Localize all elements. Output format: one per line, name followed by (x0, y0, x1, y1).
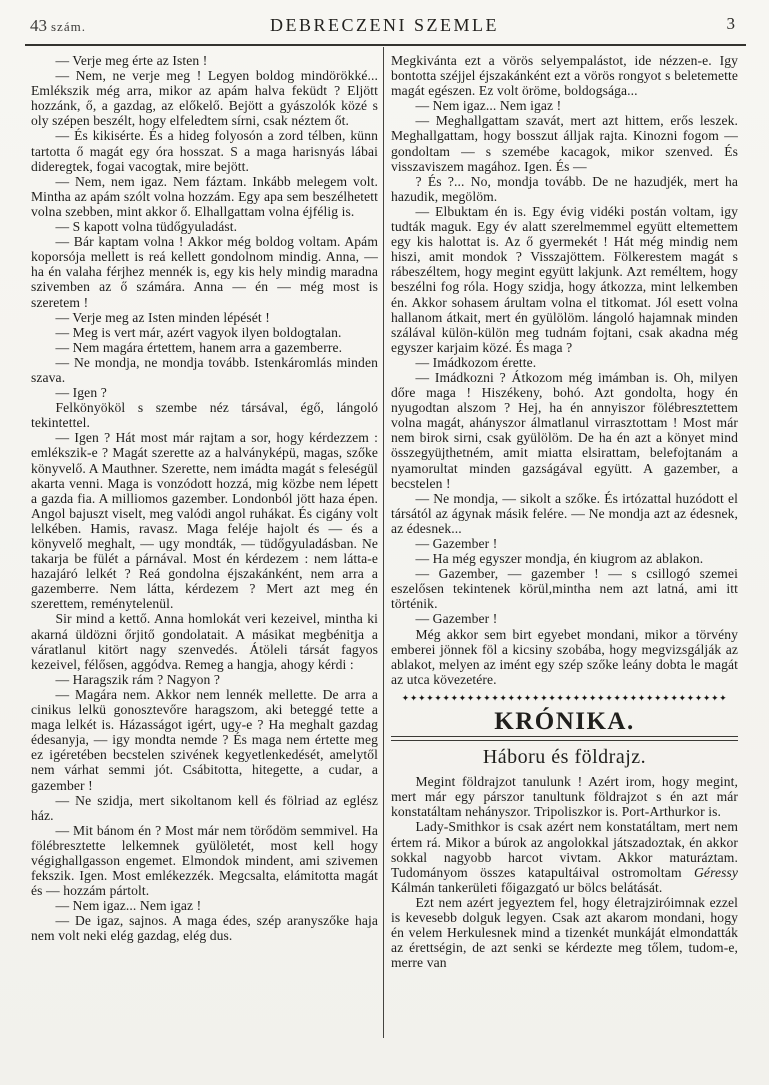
section-heading-rule (391, 736, 738, 741)
story-paragraph: — Nem igaz... Nem igaz ! (415, 98, 562, 114)
story-paragraph: — Verje meg az Isten minden lépését ! (55, 309, 270, 325)
story-paragraph: — Elbuktam én is. Egy évig vidéki postán voltam, igy tudták maguk. Egy év alatt szerelmemmel együtt eltemettem egy kis halottat is. Az ő gyermekét ! Hát még mindig nem hiszi, amit mondok ? Visszajöttem. Fölkerestem magát s rábeszéltem, hogy megint együtt lakjunk. Azt reméltem, hogy beszélni fog róla. Hogy szidja, hogy átkozza, mint lelkemben én. Akkor sohasem árultam volna el titkomat. Jól esett volna hallanom átkait, mert én gyülölöm. lángoló hajamnak minden szálával külön-külön meg tudnám fojtani, csak akadna még egyszer karjaim közé. És maga ? (391, 203, 738, 355)
left-column (31, 53, 378, 944)
article-paragraph: Ezt nem azért jegyeztem fel, hogy életrajziróimnak ezzel is kevesebb dolguk legyen. Csak azt akarom mondani, hogy én velem Herkulesnek mind a tizenkét munkáját elmondatták az érettségin, de azt senki se kérdezte meg tőlem, tudom-e, merre van (391, 894, 738, 971)
story-paragraph: — Magára nem. Akkor nem lennék mellette. De arra a cinikus lelkü gonosztevőre haragszom, aki beteggé tette a maga lelkét is. Házasságot igért, ugy-e ? Ha meghalt gazdag édesanyja, — igy mondta nemde ? És maga nem értette meg ez igéretében becstelen szivének kegyetlenkedését, amelytől nem várhat semmi jót. Csábitotta, hitegette, a cudar, a gazember ! (31, 686, 378, 793)
column-divider-rule (383, 47, 384, 1038)
story-paragraph: — Meg is vert már, azért vagyok ilyen boldogtalan. (55, 324, 342, 340)
section-heading-kronika: KRÓNIKA. (494, 707, 635, 735)
story-paragraph: — Verje meg érte az Isten ! (55, 53, 208, 68)
story-paragraph: — Nem magára értettem, hanem arra a gazemberre. (55, 339, 343, 355)
page-number: 3 (726, 14, 735, 33)
story-paragraph: — Ne mondja, ne mondja tovább. Istenkáromlás minden szava. (31, 354, 378, 385)
article-paragraph (391, 819, 738, 894)
story-paragraph: — Haragszik rám ? Nagyon ? (55, 671, 220, 687)
story-paragraph: Sir mind a kettő. Anna homlokát veri kezeivel, mintha ki akarná üldözni őrjitő gondolatait. A másikat megbénitja a váratlanul kitört nagy szenvedés. Átöleli társát fagyos kezeivel, félősen, aggódva. Remeg a hangja, ahogy kérdi : (31, 611, 378, 672)
article-text: Kálmán tankerületi főigazgató ur bölcs belátását. (391, 879, 663, 895)
ornament-divider: ✦✦✦✦✦✦✦✦✦✦✦✦✦✦✦✦✦✦✦✦✦✦✦✦✦✦✦✦✦✦✦✦✦✦✦✦✦✦✦✦ (401, 693, 728, 704)
story-paragraph: — Gazember ! (415, 536, 498, 551)
story-paragraph: Még akkor sem birt egyebet mondani, mikor a törvény emberei jönnek föl a kicsiny szobába, hogy megvizsgálják az ablakot, melyen az imént egy szép szőke leány dobta le magát az utca kövezetére. (391, 626, 738, 687)
story-paragraph: — S kapott volna tüdőgyuladást. (55, 219, 238, 235)
story-paragraph: — Ne szidja, mert sikoltanom kell és fölriad az eglész ház. (31, 792, 378, 823)
story-paragraph: — Ne mondja, — sikolt a szőke. És irtózattal huzódott el társától az ágynak másik felére. — Ne mondja azt az édesnek, az édesnek... (391, 490, 738, 536)
story-paragraph: — Nem, nem igaz. Nem fáztam. Inkább melegem volt. Mintha az apám szólt volna hozzám. Egy apa sem beszélhetett volna szebben, mint akkor ő. Elhallgattam volna éjfélig is. (31, 173, 378, 219)
story-paragraph: — Igen ? Hát most már rajtam a sor, hogy kérdezzem : emlékszik-e ? Magát szerette az a halványképü, magas, szőke könyvelő. A Mauthner. Szerette, nem imádta magát s feleségül akarta venni. Maga is vonzódott hozzá, mig közbe nem lépett a gazda fia. A milliomos gazember. Londonból jött haza épen. Angol bajuszt viselt, meg valódi angol ruhákat. És cigány volt lelkében. Hamis, ravasz. Maga feléje hajolt és — és a könyvelő meghalt, — ugy mondták, — tüdőgyuladásban. Ne takarja be fülét a párnával. Most én kérdezem : nem látta-e hazajáró lelkét ? Reá gondolna éjszakánként, nem arra a gazemberre. Nem látta, kérdezem ? Mert azt meg én szerettem, reménytelenül. (31, 430, 378, 612)
person-name-italic: Géressy (694, 864, 738, 880)
story-paragraph: — És kikisérte. És a hideg folyosón a zord télben, künn tartotta ő magát egy óra hosszat. S a maga harisnyás lábai dideregtek, fogai vacogtak, mire bejött. (31, 128, 378, 174)
story-paragraph: ? És ?... No, mondja tovább. De ne hazudjék, mert ha hazudik, megölöm. (391, 173, 738, 204)
masthead-title: DEBRECZENI SZEMLE (270, 15, 499, 35)
story-paragraph: — Gazember ! (415, 611, 498, 627)
story-paragraph: — Nem igaz... Nem igaz ! (55, 898, 202, 914)
right-column (391, 53, 738, 970)
story-paragraph: Felkönyököl s szembe néz társával, égő, lángoló tekintettel. (31, 400, 378, 431)
story-paragraph: — Bár kaptam volna ! Akkor még boldog voltam. Apám koporsója mellett is reá kellett gondolnom mindig. Anna, — ha én valaha férjhez mennék is, egy kis hely mindig maradna szivemben az ő számára. Anna — én — még most is szeretem ! (31, 234, 378, 310)
story-paragraph: — Meghallgattam szavát, mert azt hittem, erős leszek. Meghallgattam, hogy bosszut álljak rajta. Kinozni fogom — gondoltam — s szemébe kacagok, mikor szenved. És visszaviszem magához. Igen. És — (391, 113, 738, 174)
story-paragraph: — Mit bánom én ? Most már nem törődöm semmivel. Ha fölébresztette lelkemnek gyülöletét, most kell hogy végighallgasson engemet. Elmondok mindent, ami szivemen fekszik. Igen. Most emlékezzék. Megcsalta, elámitotta magát és — hozzám pártolt. (31, 822, 378, 899)
story-paragraph: — Igen ? (55, 385, 107, 401)
issue-number-value: 43 (30, 16, 47, 35)
story-paragraph: — Imádkozom érette. (415, 354, 537, 370)
article-paragraph: Megint földrajzot tanulunk ! Azért irom, hogy megint, mert már egy párszor tanultunk földrajzot s én azt már konstatáltam nehányszor. Tripoliszkor is. Port-Arthurkor is. (391, 774, 738, 820)
article-text: Lady-Smithkor is csak azért nem konstatáltam, mert nem értem rá. Mikor a búrok az angolokkal játszadoztak, én akkor sokkal nagyobb harcot vivtam. Akkor maturáztam. Tudományom összes katapultáival ostromoltam (391, 819, 738, 880)
story-paragraph: Megkivánta ezt a vörös selyempalástot, ide nézzen-e. Igy bontotta széjjel éjszakánként ezt a vörös rongyot s beletemette magát egészen. Ez volt öröme, boldogsága... (391, 53, 738, 99)
header-rule (25, 44, 746, 46)
story-paragraph: — De igaz, sajnos. A maga édes, szép aranyszőke haja nem volt neki elég gazdag, elég dus. (31, 913, 378, 944)
story-paragraph: — Nem, ne verje meg ! Legyen boldog mindörökké... Emlékszik még arra, mikor az apám halva feküdt ? Eljött hozzánk, ő, a gazdag, az előkelő. Bejött a gyászolók közé s oly szépen beszélt, hogy elfeledtem sírni, csak néztem őt. (31, 68, 378, 129)
story-paragraph: — Imádkozni ? Átkozom még imámban is. Oh, milyen dőre maga ! Hiszékeny, bohó. Azt gondolta, hogy én nyugodtan alszom ? Hej, ha én annyiszor fölébresztettem volna magát, ahányszor álmatlanul virrasztottam ! Most már nem birok sirni, csak gyülölöm. De ha én azt a könyet mind összegyüjthetném, amit miatta elsirattam, belefojtanám a nyamorultat minden gazságával együtt. A gazember, a becstelen ! (391, 369, 738, 491)
issue-number-word: szám. (51, 19, 86, 34)
article-title: Háboru és földrajz. (482, 746, 647, 769)
story-paragraph: — Ha még egyszer mondja, én kiugrom az ablakon. (415, 551, 704, 567)
story-paragraph: — Gazember, — gazember ! — s csillogó szemei eszelősen tekintenek körül,mintha nem azt latná, ami itt történik. (391, 566, 738, 612)
